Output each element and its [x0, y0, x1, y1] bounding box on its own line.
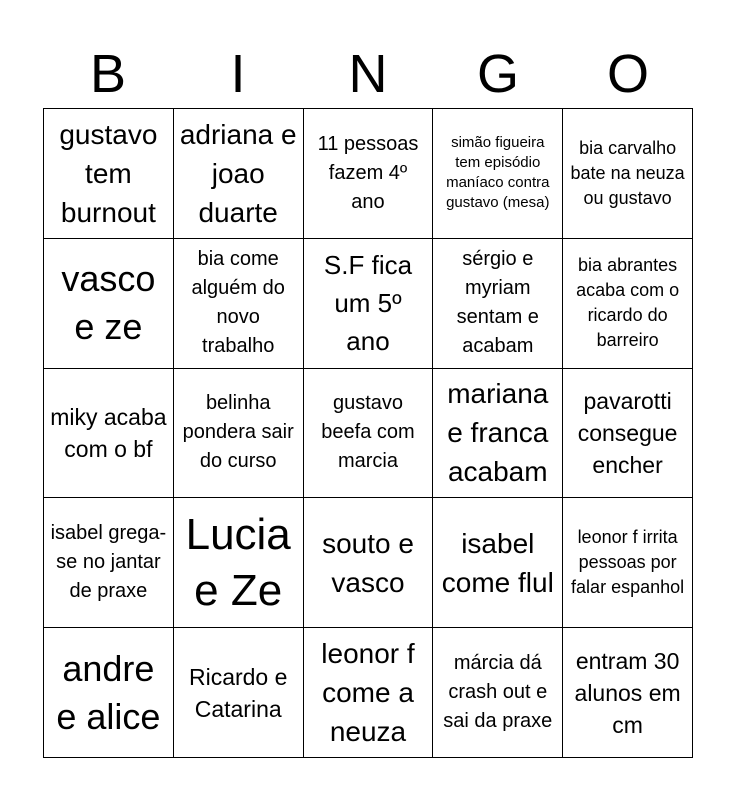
cell-text: miky acaba com o bf — [50, 403, 167, 462]
bingo-cell[interactable] — [304, 369, 434, 499]
header-letter-o: O — [606, 44, 649, 104]
bingo-cell[interactable] — [563, 109, 693, 239]
cell-text: márcia dá crash out e sai da praxe — [443, 652, 553, 733]
bingo-cell[interactable] — [44, 628, 174, 758]
cell-text: gustavo beefa com marcia — [321, 392, 415, 473]
bingo-cell[interactable] — [433, 109, 563, 239]
bingo-cell[interactable] — [174, 628, 304, 758]
header-letter-i: I — [230, 44, 246, 104]
bingo-header — [43, 40, 693, 108]
cell-text: bia come alguém do novo trabalho — [191, 248, 285, 358]
bingo-cell[interactable] — [44, 369, 174, 499]
header-letter-b: B — [89, 44, 127, 104]
bingo-cell[interactable] — [44, 109, 174, 239]
bingo-cell[interactable] — [304, 239, 434, 369]
bingo-cell[interactable] — [174, 109, 304, 239]
bingo-cell[interactable] — [174, 369, 304, 499]
cell-text: Ricardo e Catarina — [188, 663, 288, 722]
cell-text: andre e alice — [56, 647, 161, 737]
cell-text: mariana e franca acabam — [447, 378, 549, 488]
cell-text: 11 pessoas fazem 4º ano — [317, 132, 419, 213]
header-letter-g: G — [476, 44, 519, 104]
cell-text: leonor f irrita pessoas por falar espanhol — [571, 527, 685, 598]
cell-text: isabel grega-se no jantar de praxe — [50, 522, 167, 603]
cell-text: gustavo tem burnout — [59, 118, 158, 228]
bingo-cell[interactable] — [563, 628, 693, 758]
cell-text: sérgio e myriam sentam e acabam — [456, 248, 539, 358]
cell-text: belinha pondera sair do curso — [182, 392, 294, 473]
bingo-cell[interactable] — [433, 369, 563, 499]
bingo-cell[interactable] — [563, 239, 693, 369]
cell-text: isabel come flul — [441, 527, 554, 598]
bingo-cell[interactable] — [563, 369, 693, 499]
bingo-board — [43, 108, 693, 758]
bingo-cell[interactable] — [433, 239, 563, 369]
bingo-cell[interactable] — [44, 498, 174, 628]
bingo-cell[interactable] — [44, 239, 174, 369]
cell-text: souto e vasco — [322, 527, 414, 598]
cell-text: leonor f come a neuza — [321, 638, 415, 748]
cell-text: pavarotti consegue encher — [577, 387, 678, 478]
bingo-cell[interactable] — [433, 498, 563, 628]
bingo-cell[interactable] — [304, 109, 434, 239]
cell-text: Lucia e Ze — [185, 509, 291, 615]
cell-text: simão figueira tem episódio maníaco contra gustavo (mesa) — [446, 134, 550, 212]
header-letter-n: N — [348, 44, 388, 104]
cell-text: vasco e ze — [61, 258, 156, 348]
bingo-cell[interactable] — [174, 239, 304, 369]
cell-text: bia carvalho bate na neuza ou gustavo — [570, 137, 685, 208]
bingo-cell[interactable] — [563, 498, 693, 628]
bingo-cell[interactable] — [174, 498, 304, 628]
bingo-cell[interactable] — [304, 498, 434, 628]
cell-text: S.F fica um 5º ano — [323, 250, 413, 357]
cell-text: adriana e joao duarte — [179, 118, 297, 228]
cell-text: entram 30 alunos em cm — [574, 647, 681, 738]
bingo-cell[interactable] — [433, 628, 563, 758]
cell-text: bia abrantes acaba com o ricardo do barreiro — [576, 255, 680, 351]
bingo-cell[interactable] — [304, 628, 434, 758]
